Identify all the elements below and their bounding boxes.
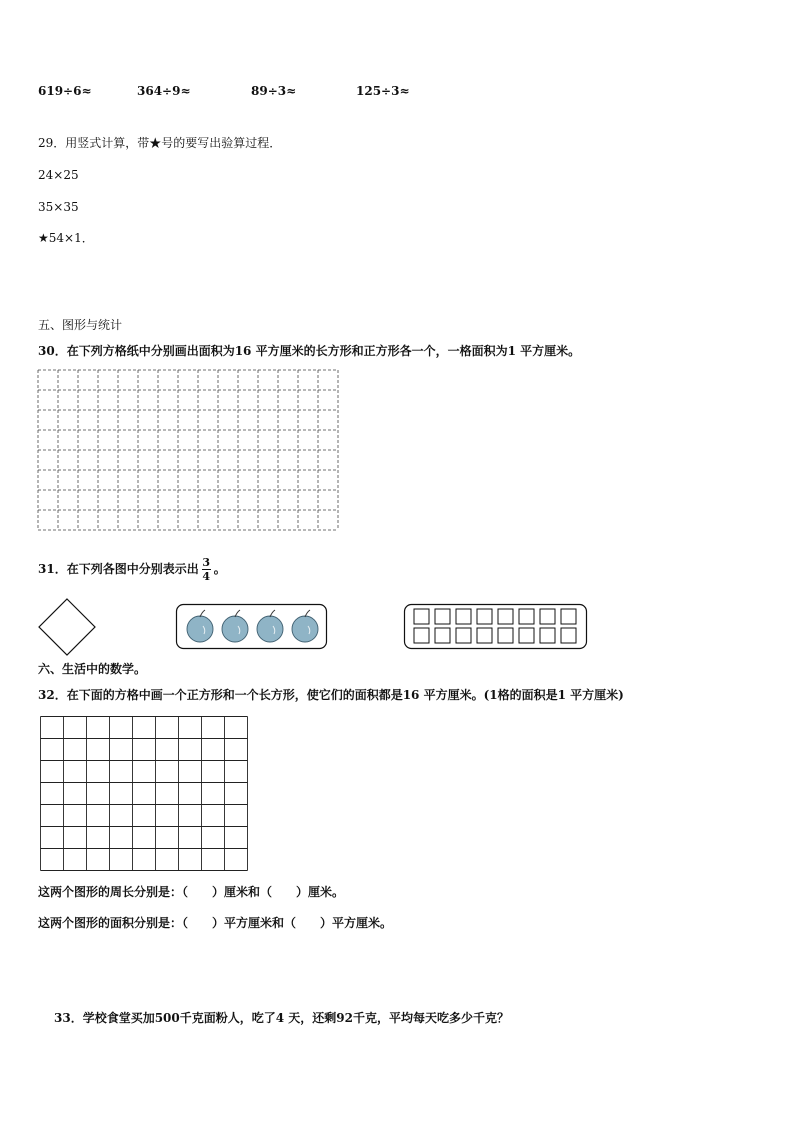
- apple-icon[interactable]: [187, 610, 213, 642]
- small-square[interactable]: [498, 628, 513, 643]
- section-5-heading: 五、图形与统计: [38, 318, 123, 332]
- small-square[interactable]: [540, 609, 555, 624]
- question-29-title: 29．用竖式计算，带★号的要写出验算过程．: [38, 136, 282, 150]
- question-30-title: 30．在下列方格纸中分别画出面积为16 平方厘米的长方形和正方形各一个，一格面积为1 平方厘米。: [38, 344, 581, 358]
- small-square[interactable]: [519, 609, 534, 624]
- apple-icon[interactable]: [292, 610, 318, 642]
- question-31-suffix: 。: [213, 562, 226, 576]
- question-29-item-2: 35×35: [38, 200, 79, 214]
- small-square[interactable]: [540, 628, 555, 643]
- question-32-title: 32．在下面的方格中画一个正方形和一个长方形，使它们的面积都是16 平方厘米。(1格的面积是1 平方厘米): [38, 688, 624, 702]
- dashed-grid-paper[interactable]: [38, 370, 338, 530]
- apple-icon[interactable]: [222, 610, 248, 642]
- small-square[interactable]: [456, 628, 471, 643]
- square-grid-paper[interactable]: [40, 716, 249, 871]
- question-29-item-3: ★54×1．: [38, 231, 94, 245]
- small-square[interactable]: [477, 609, 492, 624]
- small-square[interactable]: [561, 609, 576, 624]
- estimate-1: 619÷6≈: [38, 84, 92, 98]
- fraction-numerator: 3: [202, 556, 211, 569]
- section-6-heading: 六、生活中的数学。: [38, 662, 147, 676]
- estimate-2: 364÷9≈: [137, 84, 191, 98]
- apple-group-box[interactable]: [176, 604, 328, 650]
- small-square[interactable]: [414, 609, 429, 624]
- small-squares-box[interactable]: [404, 604, 588, 650]
- diamond-shape[interactable]: [38, 598, 98, 658]
- question-29-item-1: 24×25: [38, 168, 79, 182]
- small-square[interactable]: [498, 609, 513, 624]
- question-33-title: 33．学校食堂买加500千克面粉人，吃了4 天，还剩92千克，平均每天吃多少千克？: [54, 1011, 509, 1025]
- perimeter-answer-line: 这两个图形的周长分别是：（ ）厘米和（ ）厘米。: [38, 885, 345, 899]
- fraction-denominator: 4: [202, 570, 211, 583]
- question-31-prefix: 31．在下列各图中分别表示出: [38, 562, 199, 576]
- small-square[interactable]: [435, 628, 450, 643]
- small-square[interactable]: [477, 628, 492, 643]
- square-box-frame: [405, 605, 587, 649]
- small-square[interactable]: [519, 628, 534, 643]
- apple-icon[interactable]: [257, 610, 283, 642]
- small-square[interactable]: [456, 609, 471, 624]
- question-31-title: [38, 557, 226, 582]
- small-square[interactable]: [435, 609, 450, 624]
- estimate-3: 89÷3≈: [251, 84, 297, 98]
- small-square[interactable]: [561, 628, 576, 643]
- area-answer-line: 这两个图形的面积分别是：（ ）平方厘米和（ ）平方厘米。: [38, 916, 393, 930]
- estimate-4: 125÷3≈: [356, 84, 410, 98]
- fraction-three-quarters: [202, 557, 211, 582]
- small-square[interactable]: [414, 628, 429, 643]
